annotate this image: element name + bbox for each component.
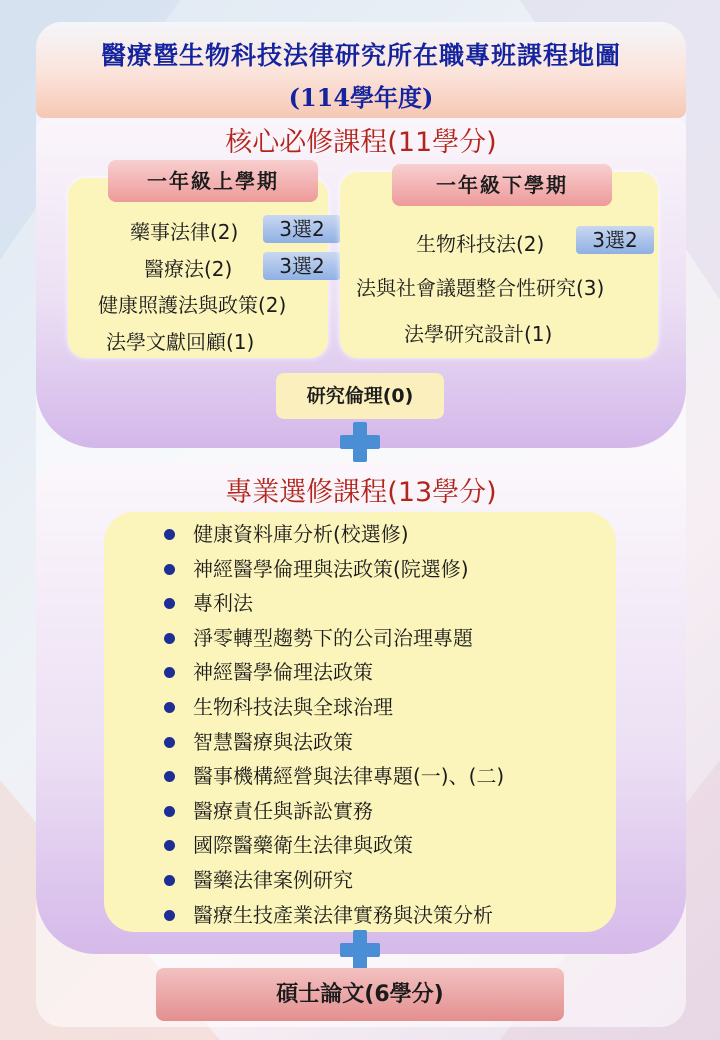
plus-icon	[338, 928, 382, 972]
course-health-care-law-policy: 健康照護法與政策(2)	[98, 293, 287, 317]
page-title: 醫療暨生物科技法律研究所在職專班課程地圖	[100, 41, 621, 70]
bullet-dot-icon	[164, 633, 175, 644]
bullet-dot-icon	[164, 564, 175, 575]
masters-thesis-box: 碩士論文(6學分)	[156, 968, 564, 1021]
list-item: 醫療責任與訴訟實務	[160, 794, 504, 829]
electives-list	[160, 517, 504, 932]
bullet-dot-icon	[164, 702, 175, 713]
list-item: 醫事機構經營與法律專題(一)、(二)	[160, 759, 504, 794]
list-item: 專利法	[160, 586, 504, 621]
core-required-title: 核心必修課程(11學分)	[225, 127, 497, 158]
second-semester-label: 一年級下學期	[392, 164, 612, 206]
bullet-dot-icon	[164, 529, 175, 540]
course-pharma-law: 藥事法律(2)	[130, 220, 239, 244]
course-law-society-integrated-research: 法與社會議題整合性研究(3)	[356, 276, 605, 300]
list-item: 神經醫學倫理法政策	[160, 655, 504, 690]
academic-year: (114學年度)	[288, 83, 434, 112]
list-item: 國際醫藥衛生法律與政策	[160, 828, 504, 863]
list-item: 神經醫學倫理與法政策(院選修)	[160, 552, 504, 587]
professional-electives-title: 專業選修課程(13學分)	[225, 477, 497, 508]
bullet-dot-icon	[164, 910, 175, 921]
bullet-dot-icon	[164, 840, 175, 851]
list-item: 生物科技法與全球治理	[160, 690, 504, 725]
list-item: 健康資料庫分析(校選修)	[160, 517, 504, 552]
course-biotech-law: 生物科技法(2)	[416, 232, 545, 256]
list-item: 智慧醫療與法政策	[160, 725, 504, 760]
first-semester-label: 一年級上學期	[108, 160, 318, 202]
list-item: 醫療生技產業法律實務與決策分析	[160, 898, 504, 933]
bullet-dot-icon	[164, 667, 175, 678]
choose-two-of-three-badge: 3選2	[576, 226, 654, 254]
course-medical-law: 醫療法(2)	[144, 257, 233, 281]
list-item: 淨零轉型趨勢下的公司治理專題	[160, 621, 504, 656]
bullet-dot-icon	[164, 771, 175, 782]
course-legal-literature-review: 法學文獻回顧(1)	[106, 330, 255, 354]
bullet-dot-icon	[164, 598, 175, 609]
research-ethics-course: 研究倫理(0)	[276, 373, 444, 419]
choose-two-of-three-badge: 3選2	[263, 252, 341, 280]
choose-two-of-three-badge: 3選2	[263, 215, 341, 243]
list-item: 醫藥法律案例研究	[160, 863, 504, 898]
bullet-dot-icon	[164, 737, 175, 748]
bullet-dot-icon	[164, 875, 175, 886]
course-legal-research-design: 法學研究設計(1)	[404, 322, 553, 346]
bullet-dot-icon	[164, 806, 175, 817]
plus-icon	[338, 420, 382, 464]
